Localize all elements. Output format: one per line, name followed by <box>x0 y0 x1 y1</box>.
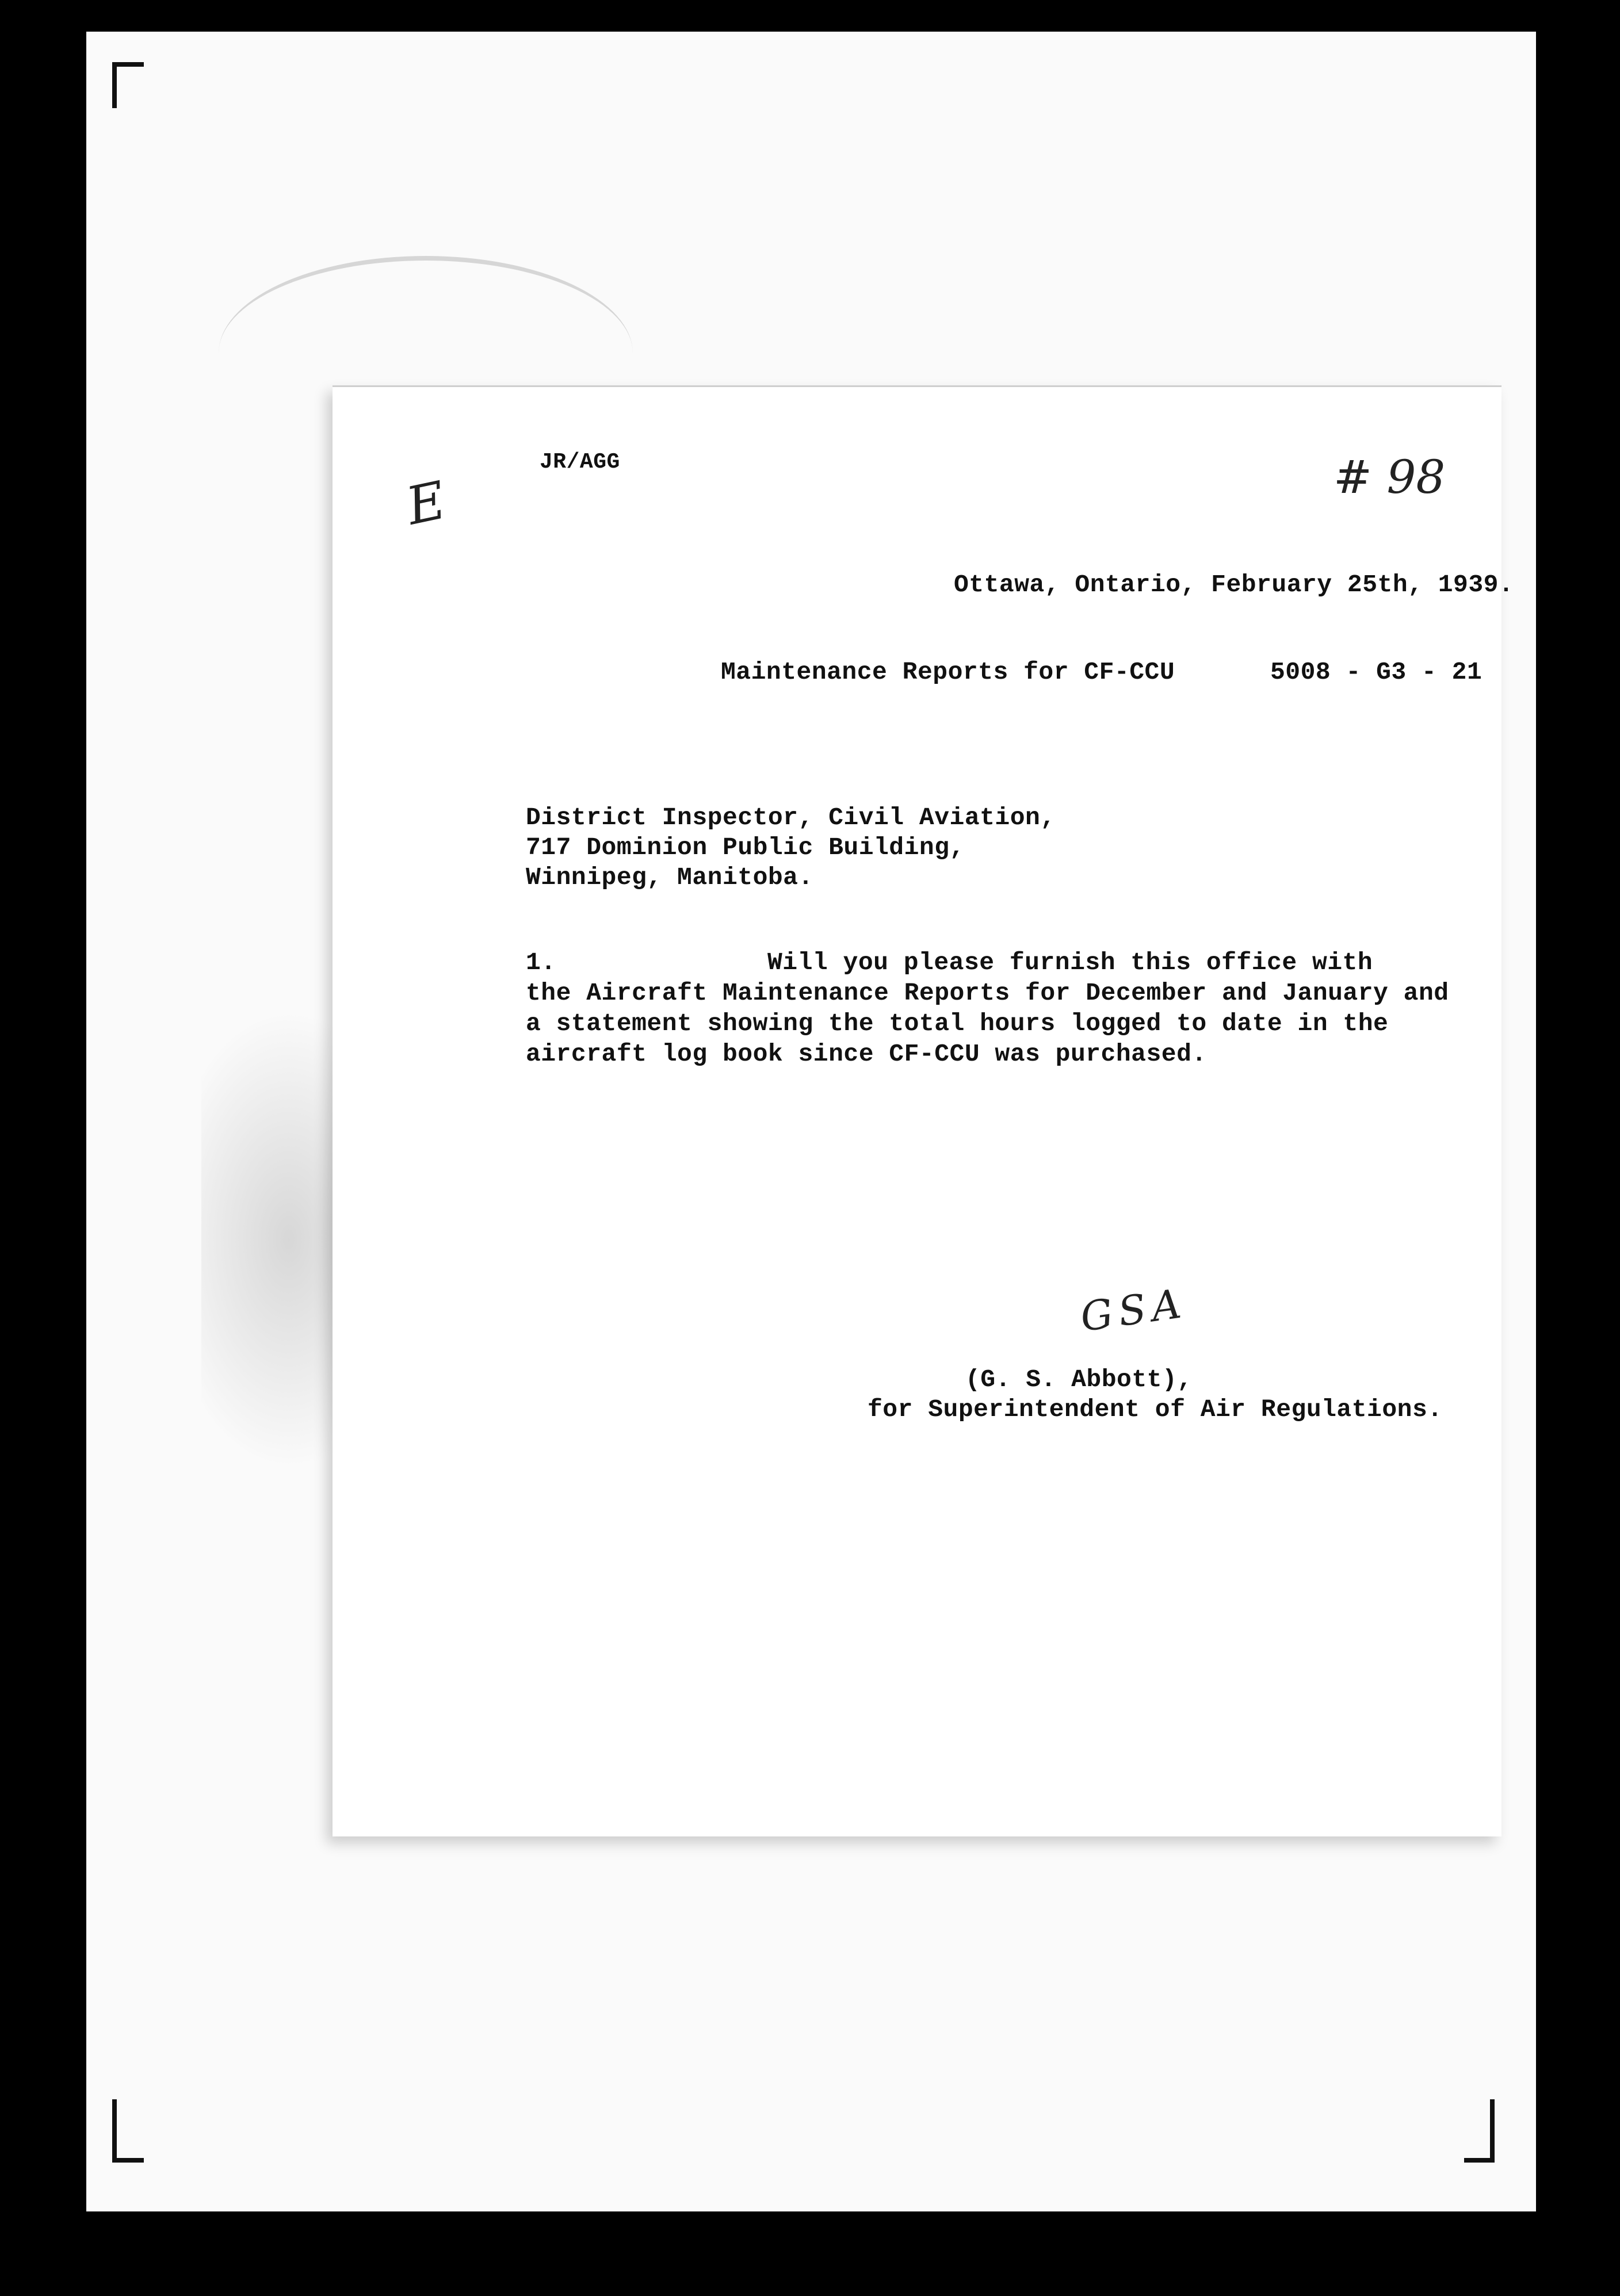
paragraph-number: 1. <box>526 948 556 977</box>
recipient-line: Winnipeg, Manitoba. <box>526 863 813 891</box>
paragraph-line: the Aircraft Maintenance Reports for December and January and <box>526 979 1449 1007</box>
crop-mark-bottom-right-horizontal <box>1464 2158 1495 2163</box>
recipient-line: 717 Dominion Public Building, <box>526 833 965 862</box>
crop-mark-bottom-left-horizontal <box>112 2158 144 2163</box>
handwritten-margin-mark: E <box>401 470 451 537</box>
letter-sheet <box>333 385 1514 1836</box>
place-date: Ottawa, Ontario, February 25th, 1939. <box>954 571 1514 599</box>
signatory-title: for Superintendent of Air Regulations. <box>868 1395 1443 1423</box>
handwritten-file-note: # 98 <box>1334 450 1446 504</box>
handwritten-signature-initials: G S A <box>1078 1280 1180 1341</box>
paragraph-line: Will you please furnish this office with <box>767 948 1373 977</box>
file-number: 5008 - G3 - 21 <box>1270 658 1483 686</box>
recipient-line: District Inspector, Civil Aviation, <box>526 803 1056 832</box>
subject-line: Maintenance Reports for CF-CCU <box>721 658 1175 686</box>
reference-initials: JR/AGG <box>540 450 620 474</box>
crop-mark-top-left-horizontal <box>112 62 144 67</box>
paragraph-line: a statement showing the total hours logged to date in the <box>526 1009 1389 1038</box>
crop-mark-bottom-left-vertical <box>112 2099 117 2163</box>
paragraph-line: aircraft log book since CF-CCU was purchased. <box>526 1040 1207 1068</box>
crop-mark-bottom-right-vertical <box>1490 2099 1495 2163</box>
crop-mark-top-left-vertical <box>112 62 117 108</box>
signatory-name: (G. S. Abbott), <box>965 1365 1193 1394</box>
